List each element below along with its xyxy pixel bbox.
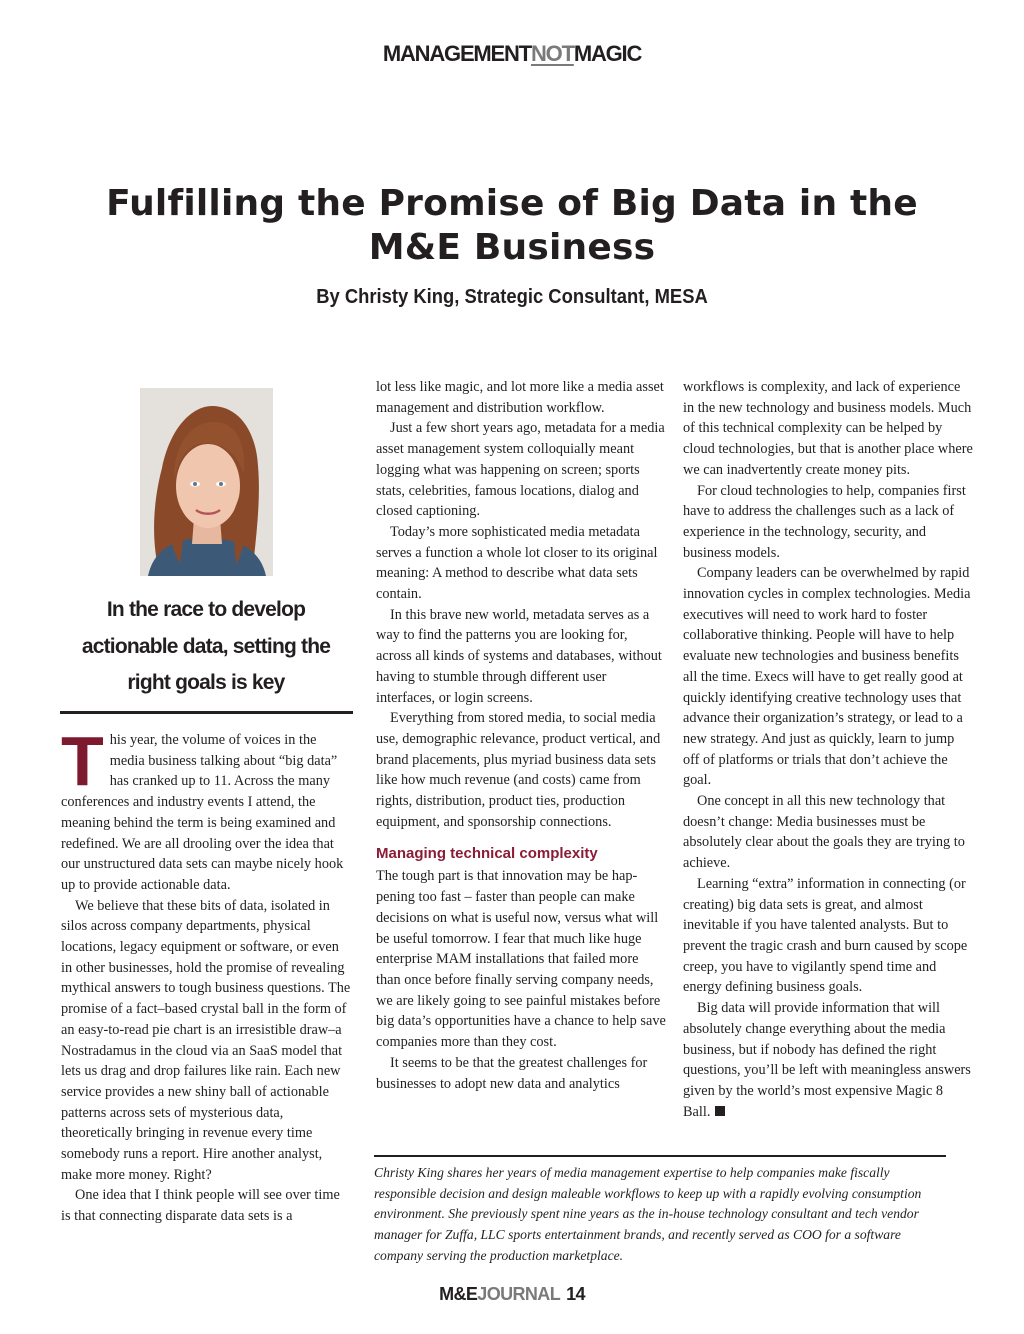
paragraph: Company leaders can be overwhelmed by rapid innovation cycles in complex technologies. Media executives will need to work hard to foster collaborative thinking. People will have to help evaluate new technologies and business benefits all the time. Execs will have to get really good at quickly identifying creative technology uses that advance their organization’s strategy, or lead to a new strategy. And just as quickly, learn to jump off of platforms or trials that don’t achieve the goal. (683, 565, 971, 789)
paragraph: The tough part is that innovation may be happening too fast – faster than people can make decisions on what is useful now, versus what will be useful tomorrow. I fear that much like huge enterprise MAM installations that failed more than once before finally serving company needs, we are likely going to see painful mistakes before big data’s opportunities have a chance to help save companies more than they cost. (376, 868, 666, 1051)
paragraph: Today’s more sophisticated media metadata serves a function a whole lot closer to its original meaning: A method to describe what data sets contain. (376, 523, 658, 603)
article-title: Fulfilling the Promise of Big Data in the M&E Business (106, 183, 918, 268)
bio-divider (374, 1155, 946, 1157)
paragraph: This year, the volume of voices in the media business talking about “big data” has cranked up to 11. Across the many conferences and industry events I attend, the meaning behind the term is being examined and redefined. We are all drooling over the idea that our unstructured data sets can maybe nicely hook up to provide actionable data. (61, 722, 344, 893)
footer-brand-me: M&E (439, 1284, 478, 1304)
end-mark-icon (715, 1106, 725, 1116)
drop-cap: T (61, 722, 104, 800)
pull-quote: In the race to develop actionable data, setting the right goals is key (81, 598, 331, 694)
page-number: 14 (566, 1284, 585, 1304)
paragraph: Learning “extra” information in connecting (or creating) big data sets is great, and almost inevitable if you have talented analysts. But to prevent the tragic crash and burn caused by scope creep, you have to vigilantly spend time and energy defining business goals. (683, 875, 968, 996)
author-portrait-image (140, 388, 273, 576)
paragraph: It seems to be that the greatest challenges for businesses to adopt new data and analytics (376, 1054, 648, 1092)
column-1 (61, 722, 351, 1227)
author-bio: Christy King shares her years of media management expertise to help companies make fiscally responsible decision and design maleable workflows to keep up with a rapidly evolving consumption environment. She previously spent nine years as the in-house technology consultant and tech vendor manager for Zuffa, LLC sports entertainment brands, and recently served as COO for a software company serving the production marketplace. (374, 1165, 922, 1263)
paragraph: One concept in all this new technology that doesn’t change: Media businesses must be absolutely clear about the goals they are trying to achieve. (683, 793, 965, 872)
paragraph: Everything from stored media, to social media use, demographic relevance, product vertical, and brand placements, plus myriad business data sets like how much revenue (and costs) came from rights, distribution, product ties, production equipment, and sponsorship connections. (376, 710, 661, 830)
paragraph: One idea that I think people will see over time is that connecting disparate data sets is a (61, 1187, 340, 1225)
article-byline: By Christy King, Strategic Consultant, MESA (316, 286, 708, 308)
subheading: Managing technical complexity (376, 845, 598, 863)
pull-quote-divider (60, 711, 353, 714)
header-management: MANAGEMENT (382, 41, 531, 66)
section-header (0, 40, 1024, 68)
paragraph: Just a few short years ago, metadata for a media asset management system colloquially meant logging what was happening on screen; sports stats, celebrities, famous locations, dialog and closed captioning. (376, 420, 665, 520)
paragraph: lot less like magic, and lot more like a media asset management and distribution workflow. (376, 379, 664, 416)
header-not: NOT (530, 41, 574, 66)
paragraph: Big data will provide information that will absolutely change everything about the media business, but if nobody has defined the right questions, you’ll be left with meaningless answers given by the world’s most expensive Magic 8 Ball. (683, 1000, 971, 1120)
author-photo (140, 388, 273, 576)
paragraph: We believe that these bits of data, isolated in silos across company departments, physical locations, legacy equipment or software, or even in other businesses, hold the promise of revealing mythical answers to tough business questions. The promise of a fact–based crystal ball in the form of an easy-to-read pie chart is an irresistible draw–a Nostradamus in the cloud via an SaaS model that lets us drag and drop failures like rain. Each new service provides a new shiny ball of actionable patterns across sets of mysterious data, theoretically bringing in revenue every time somebody runs a report. Hire another analyst, make more money. Right? (61, 897, 351, 1183)
column-3 (683, 377, 973, 1122)
column-2 (376, 377, 666, 1094)
paragraph: In this brave new world, metadata serves as a way to find the patterns you are looking for, across all kinds of systems and databases, without having to stumble through different user interfaces, or login screens. (376, 606, 662, 706)
header-magic: MAGIC (573, 41, 642, 66)
paragraph: For cloud technologies to help, companies first have to address the challenges such as a lack of experience in the technology, security, and business models. (683, 482, 966, 561)
page-footer (0, 1284, 1024, 1305)
paragraph: workflows is complexity, and lack of experience in the new technology and business models. Much of this technical complexity can be helped by cloud technologies, but that is another place where we can inadvertently create money pits. (683, 379, 973, 478)
footer-brand-journal: JOURNAL (477, 1284, 561, 1304)
